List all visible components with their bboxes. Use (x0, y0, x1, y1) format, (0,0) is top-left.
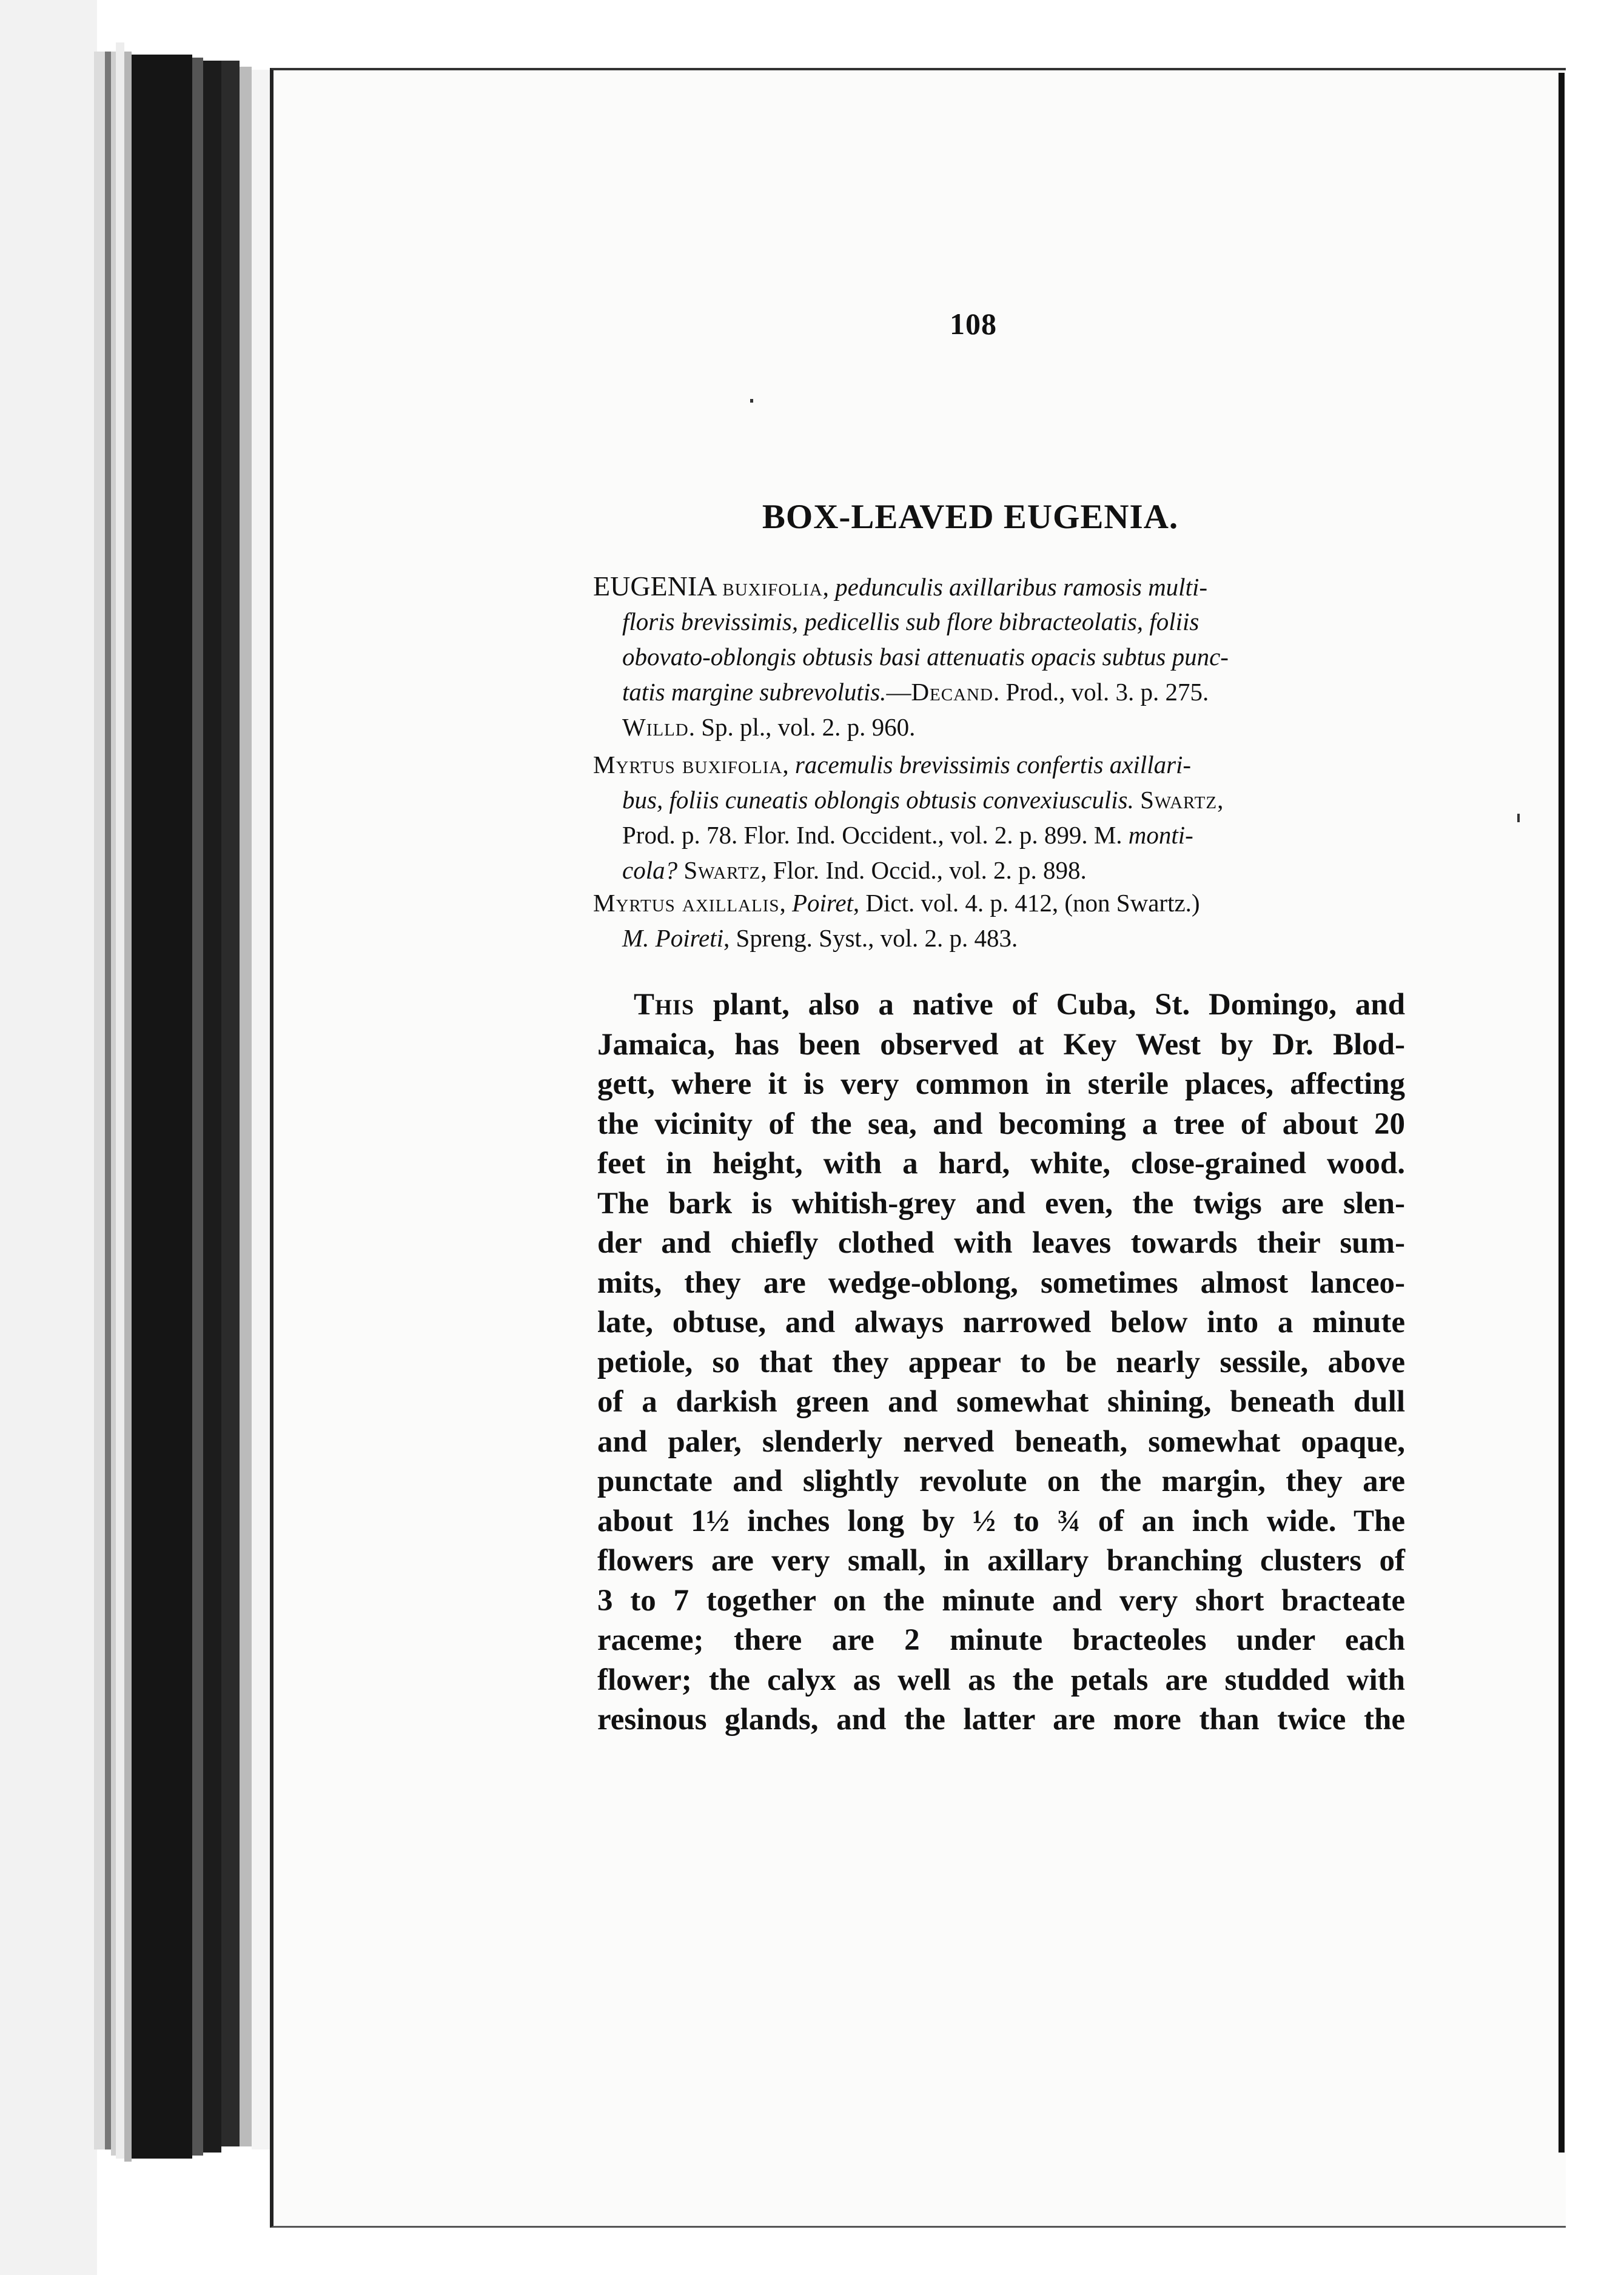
synonymy-line (593, 920, 1394, 956)
synonymy-text: Willd (622, 713, 689, 741)
synonymy-text: , Dict. vol. 4. p. 412, (non Swartz.) (853, 889, 1200, 917)
synonymy-text: Myrtus axillalis (593, 889, 780, 917)
body-line-text: gett, where it is very common in sterile places, affecting (597, 1067, 1405, 1101)
synonymy-text: floris brevissimis, pedicellis sub flore bibracteolatis, foliis (622, 608, 1200, 635)
synonymy-line (593, 674, 1394, 709)
body-line (597, 1303, 1405, 1343)
synonymy-text: , (822, 573, 836, 601)
synonymy-text: , (779, 889, 792, 917)
body-line-text: of a darkish green and somewhat shining, beneath dull (597, 1385, 1405, 1419)
scan-speck (1517, 814, 1520, 822)
body-line-text: about 1½ inches long by ½ to ¾ of an inch wide. The (597, 1504, 1405, 1538)
page-stack-edge (105, 52, 111, 2149)
synonymy-text: Poiret (791, 889, 853, 917)
body-line-text: flowers are very small, in axillary branching clusters of (597, 1544, 1405, 1578)
synonymy-text: bus, foliis cuneatis oblongis obtusis convexiusculis. (622, 786, 1141, 814)
body-line-text: the vicinity of the sea, and becoming a tree of about 20 (597, 1107, 1405, 1141)
body-line (597, 985, 1405, 1025)
synonymy-text: obovato-oblongis obtusis basi attenuatis opacis subtus punc- (622, 643, 1229, 671)
body-line-text: and paler, slenderly nerved beneath, somewhat opaque, (597, 1424, 1405, 1459)
page-stack-edge (116, 42, 124, 2159)
body-line (597, 1025, 1405, 1065)
page-stack-edge (240, 67, 252, 2146)
synonymy-text: — (886, 678, 911, 706)
page-stack-edge (192, 58, 203, 2156)
synonymy-text: Swartz (1140, 786, 1218, 814)
page-stack-edge (94, 52, 105, 2149)
body-line-text: raceme; there are 2 minute bracteoles under each (597, 1623, 1405, 1657)
synonymy-text: Prod. p. 78. Flor. Ind. Occident., vol. 2. p. 899. M. (622, 821, 1129, 849)
body-line (597, 1621, 1405, 1661)
body-line (597, 1184, 1405, 1224)
body-line-text: flower; the calyx as well as the petals are studded with (597, 1663, 1405, 1697)
body-line (597, 1422, 1405, 1462)
body-line-text: late, obtuse, and always narrowed below into a minute (597, 1305, 1405, 1339)
page-stack-edge (203, 61, 221, 2153)
body-line (597, 1581, 1405, 1621)
body-line-text: mits, they are wedge-oblong, sometimes almost lanceo- (597, 1265, 1405, 1300)
synonymy-line (593, 639, 1394, 674)
synonymy-text: M. Poireti (622, 924, 724, 952)
synonymy-line (593, 853, 1394, 888)
right-page-edge (1559, 73, 1565, 2153)
synonymy-entry-myrtus-buxifolia (593, 747, 1394, 888)
synonymy-text: buxifolia (722, 573, 823, 601)
body-line-text: petiole, so that they appear to be nearly sessile, above (597, 1345, 1405, 1379)
body-line (597, 1264, 1405, 1304)
page-stack-edge (221, 61, 240, 2146)
body-line-text: The bark is whitish-grey and even, the twigs are slen- (597, 1186, 1405, 1221)
synonymy-text: . Sp. pl., vol. 2. p. 960. (688, 713, 916, 741)
body-line-text: plant, also a native of Cuba, St. Domingo, and (694, 988, 1405, 1022)
body-line-text: feet in height, with a hard, white, close-grained wood. (597, 1147, 1405, 1181)
body-line (597, 1105, 1405, 1145)
synonymy-line (593, 709, 1394, 745)
page-stack-edge (0, 0, 97, 2275)
body-line (597, 1065, 1405, 1105)
synonymy-entry-eugenia (593, 569, 1394, 745)
body-line (597, 1462, 1405, 1502)
synonymy-line (593, 604, 1394, 639)
synonymy-entry-myrtus-axillalis (593, 885, 1394, 956)
synonymy-text: EUGENIA (593, 571, 723, 601)
page-stack-edge (132, 55, 192, 2159)
synonymy-text: , (782, 751, 795, 779)
body-line-text: Jamaica, has been observed at Key West by Dr. Blod- (597, 1027, 1405, 1062)
body-line-text: punctate and slightly revolute on the margin, they are (597, 1464, 1405, 1498)
synonymy-line (593, 817, 1394, 853)
synonymy-text: , Spreng. Syst., vol. 2. p. 483. (723, 924, 1018, 952)
synonymy-text: , (1217, 786, 1224, 814)
page-number: 108 (950, 307, 997, 341)
body-line (597, 1541, 1405, 1581)
body-line-text: 3 to 7 together on the minute and very short bracteate (597, 1583, 1405, 1618)
body-line (597, 1382, 1405, 1422)
scan-speck (750, 399, 753, 403)
synonymy-line (593, 747, 1394, 782)
synonymy-line (593, 782, 1394, 817)
body-line (597, 1144, 1405, 1184)
synonymy-text: , Flor. Ind. Occid., vol. 2. p. 898. (760, 856, 1087, 884)
synonymy-text: tatis margine subrevolutis. (622, 678, 887, 706)
page-title: BOX-LEAVED EUGENIA. (762, 498, 1179, 536)
right-margin (1566, 0, 1624, 2275)
synonymy-text: racemulis brevissimis confertis axillari- (794, 751, 1192, 779)
synonymy-text: Swartz (683, 856, 761, 884)
synonymy-text: monti- (1128, 821, 1193, 849)
drop-lead-word: This (634, 988, 695, 1022)
page-stack-edge (252, 70, 270, 2149)
synonymy-text: Decand (911, 678, 993, 706)
body-paragraph (597, 985, 1405, 1740)
page-stack-edge (111, 52, 116, 2156)
synonymy-line (593, 569, 1394, 604)
body-line (597, 1343, 1405, 1383)
body-line-text: resinous glands, and the latter are more than twice the (597, 1703, 1405, 1737)
body-line (597, 1700, 1405, 1740)
body-line (597, 1661, 1405, 1701)
synonymy-text: . Prod., vol. 3. p. 275. (993, 678, 1209, 706)
page-stack-edge (124, 52, 132, 2162)
synonymy-text: Myrtus buxifolia (593, 751, 783, 779)
body-line (597, 1502, 1405, 1542)
synonymy-text: pedunculis axillaribus ramosis multi- (835, 573, 1207, 601)
synonymy-line (593, 885, 1394, 920)
synonymy-text: cola? (622, 856, 684, 884)
body-line-text: der and chiefly clothed with leaves towards their sum- (597, 1226, 1405, 1260)
body-line (597, 1224, 1405, 1264)
